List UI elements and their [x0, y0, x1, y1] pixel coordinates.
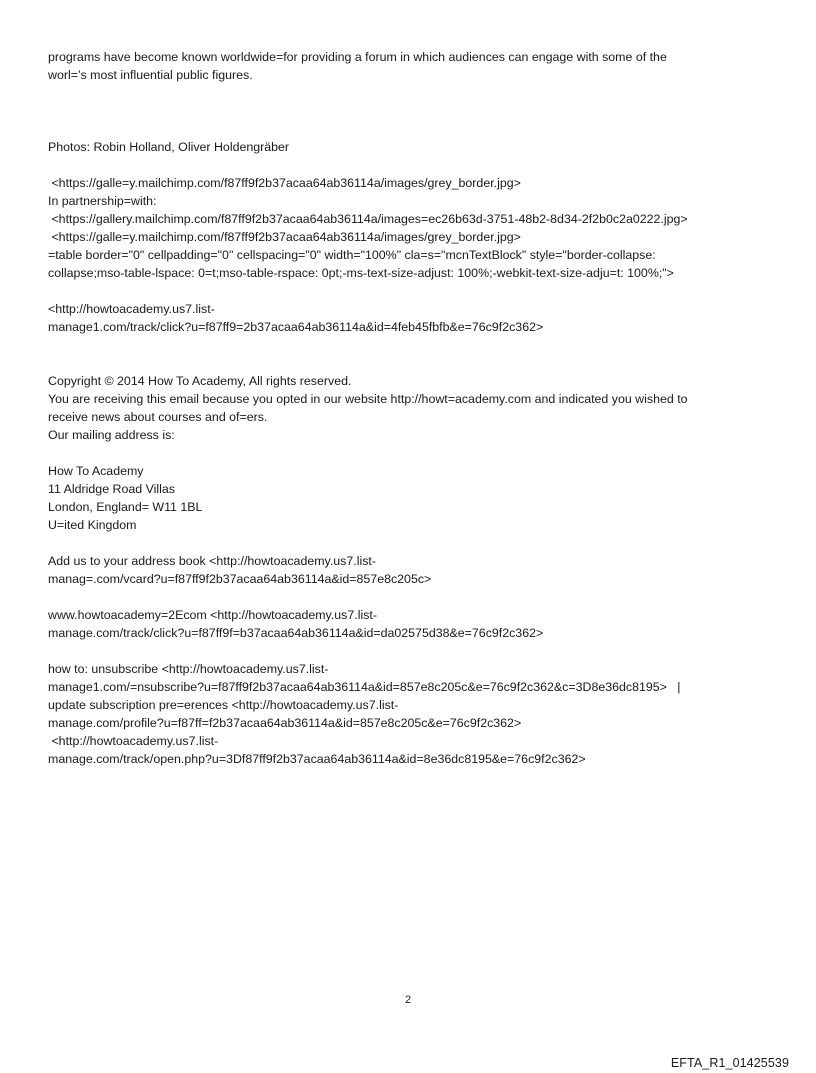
- text-line: U=ited Kingdom: [48, 518, 137, 532]
- text-line: programs have become known worldwide=for providing a forum in which audiences can engage with some of the: [48, 50, 667, 64]
- text-line: manage.com/track/open.php?u=3Df87ff9f2b37acaa64ab36114a&id=8e36dc8195&e=76c9f2c362>: [48, 752, 586, 766]
- document-id: EFTA_R1_01425539: [670, 1056, 789, 1070]
- photos-credit: [48, 138, 768, 156]
- text-line: <https://gallery.mailchimp.com/f87ff9f2b37acaa64ab36114a/images=ec26b63d-3751-48b2-8d34-2f2b0c2a0222.jpg>: [48, 212, 688, 226]
- text-line: London, England= W11 1BL: [48, 500, 203, 514]
- text-line: receive news about courses and of=ers.: [48, 410, 268, 424]
- mailing-address: [48, 462, 768, 534]
- text-line: <https://galle=y.mailchimp.com/f87ff9f2b37acaa64ab36114a/images/grey_border.jpg>: [48, 176, 521, 190]
- text-line: manag=.com/vcard?u=f87ff9f2b37acaa64ab36114a&id=857e8c205c>: [48, 572, 432, 586]
- text-line: how to: unsubscribe <http://howtoacademy.us7.list-: [48, 662, 329, 676]
- text-line: <http://howtoacademy.us7.list-: [48, 302, 215, 316]
- text-line: update subscription pre=erences <http://howtoacademy.us7.list-: [48, 698, 399, 712]
- text-line: worl=’s most influential public figures.: [48, 68, 253, 82]
- text-line: manage.com/track/click?u=f87ff9f=b37acaa64ab36114a&id=da02575d38&e=76c9f2c362>: [48, 626, 544, 640]
- website-paragraph: [48, 606, 768, 642]
- text-line: =table border="0" cellpadding="0" cellspacing="0" width="100%" cla=s="mcnTextBlock" style="border-collapse:: [48, 248, 656, 262]
- text-line: Photos: Robin Holland, Oliver Holdengräber: [48, 140, 290, 154]
- footer-notice: [48, 372, 768, 444]
- text-line: In partnership=with:: [48, 194, 157, 208]
- text-line: <http://howtoacademy.us7.list-: [48, 734, 219, 748]
- text-line: collapse;mso-table-lspace: 0=t;mso-table-rspace: 0pt;-ms-text-size-adjust: 100%;-webkit-text-size-adju=t: 100%;">: [48, 266, 674, 280]
- text-line: Add us to your address book <http://howtoacademy.us7.list-: [48, 554, 376, 568]
- text-line: You are receiving this email because you opted in our website http://howt=academy.com and indicated you wished to: [48, 392, 688, 406]
- text-line: manage.com/profile?u=f87ff=f2b37acaa64ab36114a&id=857e8c205c&e=76c9f2c362>: [48, 716, 522, 730]
- text-line: How To Academy: [48, 464, 144, 478]
- text-line: www.howtoacademy=2Ecom <http://howtoacademy.us7.list-: [48, 608, 377, 622]
- links-block: [48, 174, 768, 282]
- text-line: <https://galle=y.mailchimp.com/f87ff9f2b37acaa64ab36114a/images/grey_border.jpg>: [48, 230, 521, 244]
- page-number: 2: [404, 994, 412, 1006]
- unsubscribe-paragraph: [48, 660, 768, 768]
- text-line: 11 Aldridge Road Villas: [48, 482, 175, 496]
- text-line: Our mailing address is:: [48, 428, 175, 442]
- intro-paragraph: [48, 48, 768, 84]
- address-book-paragraph: [48, 552, 768, 588]
- track-link-paragraph: [48, 300, 768, 336]
- text-line: Copyright © 2014 How To Academy, All rights reserved.: [48, 374, 352, 388]
- text-line: manage1.com/track/click?u=f87ff9=2b37acaa64ab36114a&id=4feb45fbfb&e=76c9f2c362>: [48, 320, 544, 334]
- document-body: [48, 48, 768, 768]
- text-line: manage1.com/=nsubscribe?u=f87ff9f2b37acaa64ab36114a&id=857e8c205c&e=76c9f2c362&c=3D8e36dc8195> |: [48, 680, 681, 694]
